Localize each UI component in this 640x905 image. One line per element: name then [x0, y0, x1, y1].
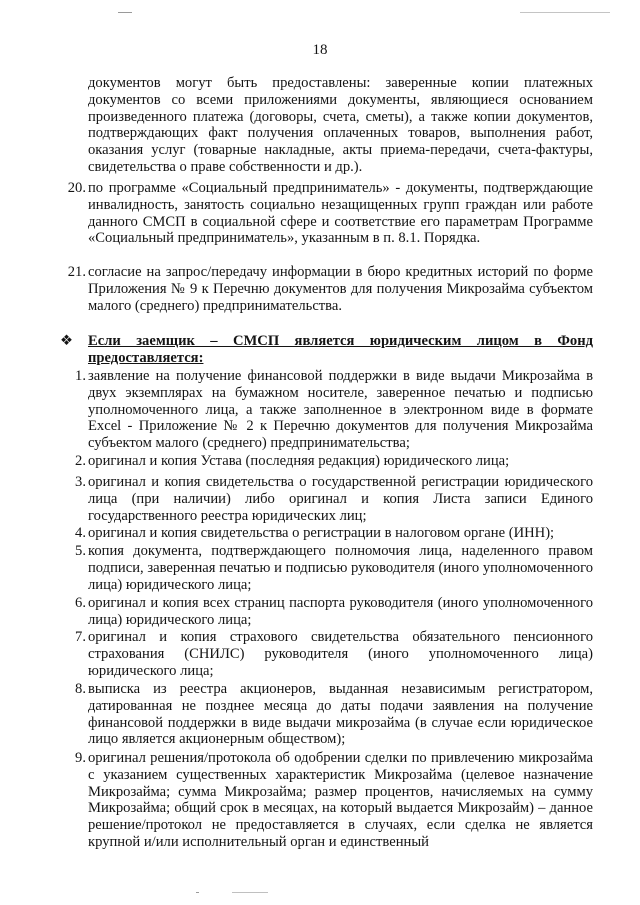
- list-item-number: 21.: [67, 264, 86, 280]
- continuation-paragraph: документов могут быть предоставлены: заверенные копии платежных документов со всеми приложениями документы, являющиеся основанием произведенного платежа (договоры, счета, сметы), а также копии документов, подтверждающих факт получения оплаченных товаров, выполнения работ, оказания услуг (товарные накладные, акты приема-передачи, счета-фактуры, свидетельства о праве собственности и др.).: [88, 75, 593, 175]
- list-item-number: 4.: [75, 525, 86, 541]
- list-item-number: 3.: [75, 474, 86, 490]
- scan-artifact: [196, 892, 199, 893]
- list-item: [75, 543, 593, 593]
- list-item: [75, 750, 593, 851]
- list-item-number: 8.: [75, 681, 86, 697]
- list-item: [75, 681, 593, 748]
- list-item-text: заявление на получение финансовой поддержки в виде выдачи Микрозайма в двух экземплярах на бумажном носителе, заверенное печатью и подписью уполномоченного лица, а также заполненное в электронном виде в формате Excel - Приложение № 2 к Перечню документов для получения Микрозайма субъектом малого (среднего) предпринимательства;: [88, 368, 593, 452]
- list-item: [75, 595, 593, 629]
- list-item-number: 5.: [75, 543, 86, 559]
- list-item-number: 1.: [75, 368, 86, 384]
- list-item-text: копия документа, подтверждающего полномочия лица, наделенного правом подписи, заверенная печатью и подписью руководителя (иного уполномоченного лица) юридического лица;: [88, 543, 593, 593]
- list-item: [75, 474, 593, 524]
- scan-artifact: [520, 12, 610, 13]
- list-item-text: выписка из реестра акционеров, выданная независимым регистратором, датированная не позднее месяца до даты подачи заявления на получение финансовой поддержки в виде выдачи микрозайма (в случае если юридическое лицо является акционерным обществом);: [88, 681, 593, 748]
- list-item-text: оригинал и копия свидетельства о регистрации в налоговом органе (ИНН);: [88, 525, 555, 541]
- list-item-text: оригинал решения/протокола об одобрении сделки по привлечению микрозайма с указанием существенных характеристик Микрозайма (целевое назначение Микрозайма; сумма Микрозайма; размер процентов, начисляемых на сумму Микрозайма; общий срок в месяцах, на который выдается Микрозайм) – данное решение/протокол не предоставляется в случаях, если сделка не является крупной и/или исполнительный орган и единственный: [88, 750, 593, 850]
- list-item: [75, 629, 593, 679]
- list-item: [75, 368, 593, 452]
- list-item-number: 6.: [75, 595, 86, 611]
- list-item-text: оригинал и копия Устава (последняя редакция) юридического лица;: [88, 453, 510, 469]
- list-item-text: по программе «Социальный предприниматель» - документы, подтверждающие инвалидность, занятость социально незащищенных групп граждан или работе данного СМСП в социальной сфере и соответствие его параметрам Программе «Социальный предприниматель», указанным в п. 8.1. Порядка.: [88, 180, 593, 247]
- list-item-text: оригинал и копия страхового свидетельства обязательного пенсионного страхования (СНИЛС) руководителя (иного уполномоченного лица) юридического лица;: [88, 629, 593, 679]
- scan-artifact: [232, 892, 268, 893]
- list-item-text: согласие на запрос/передачу информации в бюро кредитных историй по форме Приложения № 9 к Перечню документов для получения Микрозайма субъектом малого (среднего) предпринимательства.: [88, 264, 593, 314]
- list-item-number: 20.: [67, 180, 86, 196]
- list-item-number: 7.: [75, 629, 86, 645]
- list-item: [75, 525, 593, 542]
- list-item: [67, 264, 593, 314]
- list-item-text: оригинал и копия всех страниц паспорта руководителя (иного уполномоченного лица) юридического лица;: [88, 595, 593, 628]
- list-item: [75, 453, 593, 470]
- page-number: 18: [312, 42, 328, 58]
- list-item-number: 9.: [75, 750, 86, 766]
- scan-artifact: [118, 12, 132, 13]
- section-heading: [60, 333, 593, 367]
- list-item-number: 2.: [75, 453, 86, 469]
- list-item: [67, 180, 593, 247]
- diamond-bullet-icon: ❖: [60, 333, 74, 349]
- section-heading-text: Если заемщик – СМСП является юридическим лицом в Фонд предоставляется:: [88, 333, 593, 366]
- list-item-text: оригинал и копия свидетельства о государственной регистрации юридического лица (при наличии) либо оригинал и копия Листа записи Единого государственного реестра юридических лиц;: [88, 474, 593, 524]
